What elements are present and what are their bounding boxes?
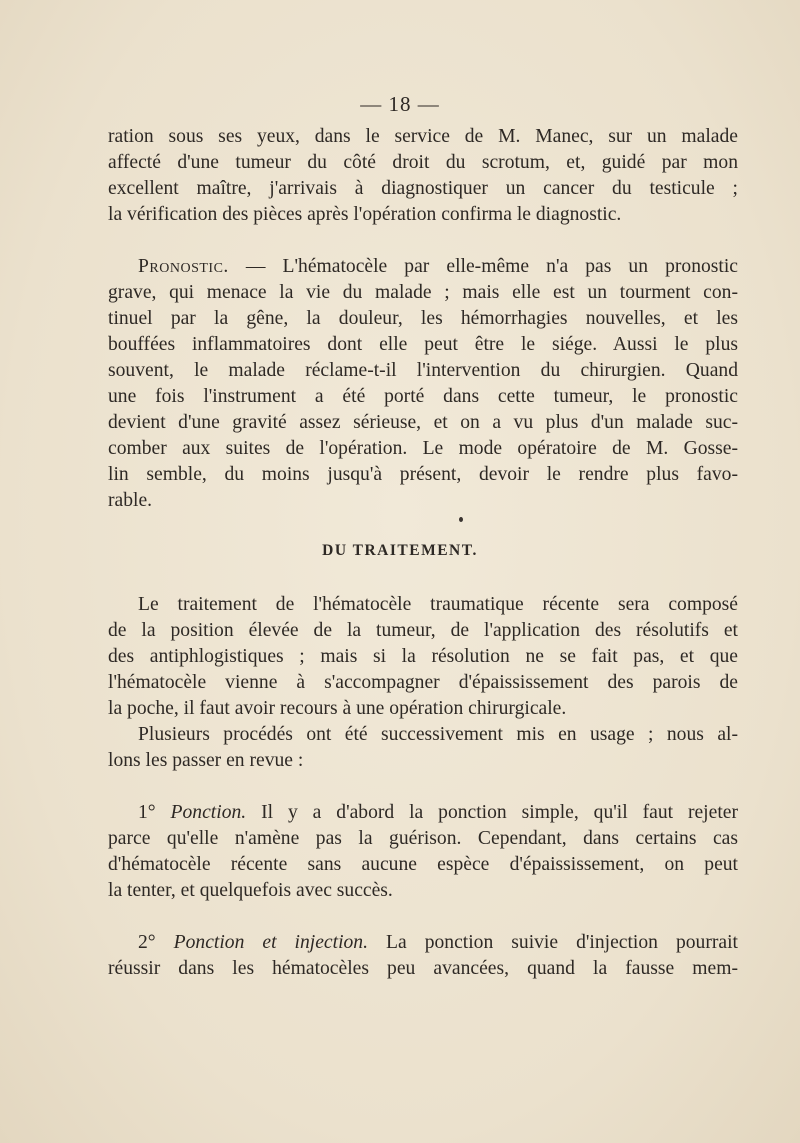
- text-line: bouffées inflammatoires dont elle peut être le siége. Aussi le plus: [108, 334, 738, 355]
- text-line: Plusieurs procédés ont été successivement mis en usage ; nous al-: [138, 724, 738, 745]
- text-line: excellent maître, j'arrivais à diagnostiquer un cancer du testicule ;: [108, 178, 738, 199]
- item-number: 1°: [138, 802, 156, 823]
- text-line: réussir dans les hématocèles peu avancées, quand la fausse mem-: [108, 958, 738, 979]
- text-span: La ponction suivie d'injection pourrait: [368, 932, 738, 953]
- section-heading: DU TRAITEMENT.: [322, 542, 478, 559]
- injection-title: Ponction et injection.: [173, 932, 369, 953]
- text-line: la vérification des pièces après l'opération confirma le diagnostic.: [108, 204, 622, 225]
- text-line: affecté d'une tumeur du côté droit du scrotum, et, guidé par mon: [108, 152, 738, 173]
- injection-first-line: [138, 930, 738, 956]
- text-span: Il y a d'abord la ponction simple, qu'il faut rejeter: [246, 802, 738, 823]
- text-line: l'hématocèle vienne à s'accompagner d'épaississement des parois de: [108, 672, 738, 693]
- ink-speck: [459, 517, 463, 522]
- pronostic-first-line: [138, 254, 738, 280]
- page-number: — 18 —: [360, 92, 440, 116]
- text-line: parce qu'elle n'amène pas la guérison. Cependant, dans certains cas: [108, 828, 738, 849]
- text-line: Le traitement de l'hématocèle traumatique récente sera composé: [138, 594, 738, 615]
- text-line: lons les passer en revue :: [108, 750, 304, 771]
- text-line: lin semble, du moins jusqu'à présent, devoir le rendre plus favo-: [108, 464, 738, 485]
- text-line: la poche, il faut avoir recours à une opération chirurgicale.: [108, 698, 567, 719]
- text-line: tinuel par la gêne, la douleur, les hémorrhagies nouvelles, et les: [108, 308, 738, 329]
- text-line: devient d'une gravité assez sérieuse, et on a vu plus d'un malade suc-: [108, 412, 738, 433]
- text-line: une fois l'instrument a été porté dans cette tumeur, le pronostic: [108, 386, 738, 407]
- text-line: grave, qui menace la vie du malade ; mais elle est un tourment con-: [108, 282, 738, 303]
- text-line: la tenter, et quelquefois avec succès.: [108, 880, 393, 901]
- ponction-first-line: [138, 800, 738, 826]
- item-number: 2°: [138, 932, 156, 953]
- text-line: rable.: [108, 490, 153, 511]
- text-line: de la position élevée de la tumeur, de l'application des résolutifs et: [108, 620, 738, 641]
- ponction-title: Ponction.: [170, 802, 247, 823]
- text-line: souvent, le malade réclame-t-il l'intervention du chirurgien. Quand: [108, 360, 738, 381]
- text-span: — L'hématocèle par elle-même n'a pas un pronostic: [228, 256, 738, 277]
- pronostic-heading: Pronostic.: [138, 256, 229, 277]
- text-line: comber aux suites de l'opération. Le mode opératoire de M. Gosse-: [108, 438, 738, 459]
- text-line: des antiphlogistiques ; mais si la résolution ne se fait pas, et que: [108, 646, 738, 667]
- text-line: d'hématocèle récente sans aucune espèce d'épaississement, on peut: [108, 854, 738, 875]
- text-line: ration sous ses yeux, dans le service de M. Manec, sur un malade: [108, 126, 738, 147]
